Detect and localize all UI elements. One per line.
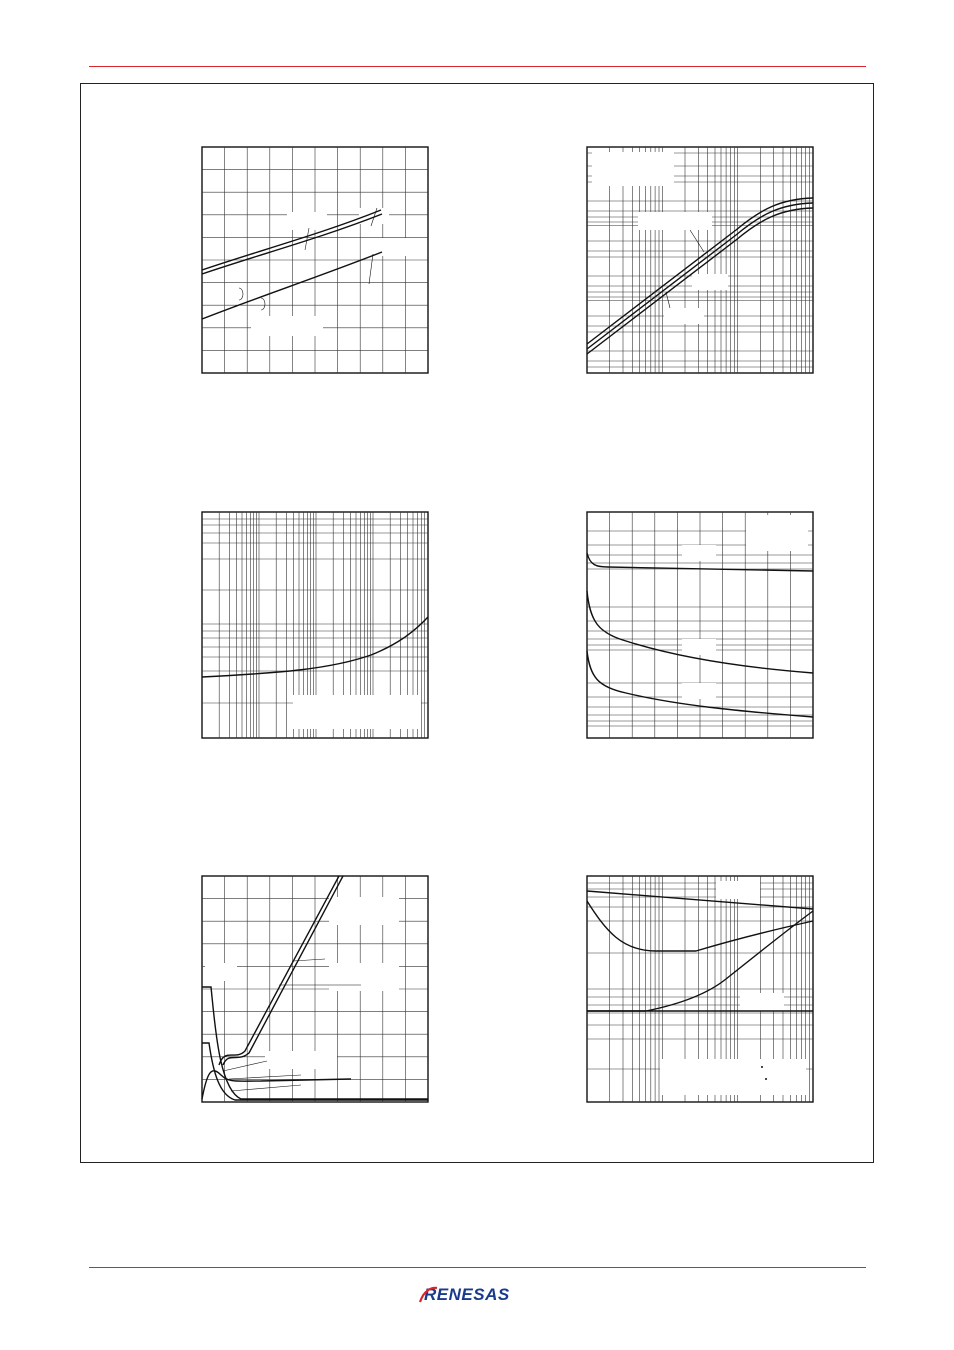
plot-5-label-box-c	[329, 963, 399, 991]
plot-2-label-box-d	[664, 308, 704, 324]
plot-4-label-box-d	[682, 683, 716, 699]
plot-6-label-box-b	[740, 993, 784, 1011]
plot-5-label-box-a	[205, 963, 237, 981]
logo-text: RENESAS	[424, 1285, 510, 1304]
plot-3-svg	[201, 511, 429, 739]
plot-1-label-box-d	[251, 316, 323, 336]
plot-4-label-box-c	[682, 639, 716, 655]
plot-5-label-box-d	[265, 1051, 337, 1069]
plot-2-label-box-b	[638, 212, 712, 230]
plot-4-label-box-a	[746, 515, 808, 551]
plot-2	[586, 146, 814, 374]
plot-5-label-box-b	[329, 897, 399, 925]
plot-5-svg	[201, 875, 429, 1103]
plot-4	[586, 511, 814, 739]
plot-4-svg	[586, 511, 814, 739]
plot-2-label-box-a	[592, 152, 674, 186]
plot-6-label-box-a	[716, 881, 760, 899]
plot-6	[586, 875, 814, 1103]
plot-5	[201, 875, 429, 1103]
plot-1-label-box-c	[369, 238, 409, 256]
plot-6-label-box-c	[660, 1059, 806, 1095]
logo-swoosh-icon	[418, 1286, 438, 1304]
plot-6-svg	[586, 875, 814, 1103]
plot-1	[201, 146, 429, 374]
header-rule	[89, 66, 866, 67]
footer-rule	[89, 1267, 866, 1268]
plot-3-label-box	[293, 695, 421, 729]
plot-2-label-box-c	[692, 274, 728, 290]
renesas-logo	[420, 1284, 536, 1306]
plot-1-label-box-a	[287, 212, 327, 230]
plot-3	[201, 511, 429, 739]
plot-4-label-box-b	[682, 545, 716, 561]
plot-2-svg	[586, 146, 814, 374]
plot-1-svg	[201, 146, 429, 374]
